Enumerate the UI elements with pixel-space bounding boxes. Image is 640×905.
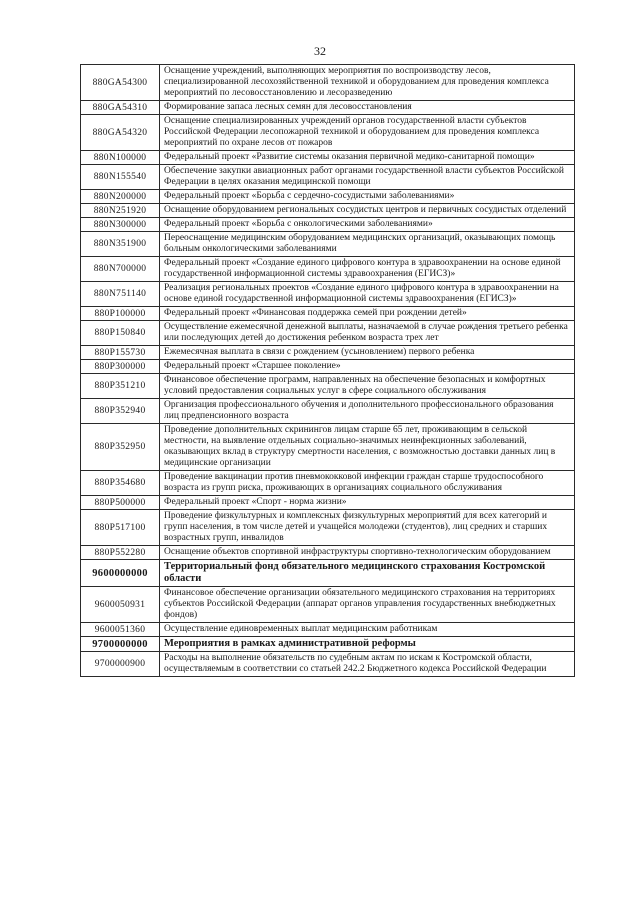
target-article-code: 880N300000 — [81, 218, 160, 232]
target-article-code: 880P150840 — [81, 321, 160, 346]
table-row — [81, 232, 575, 257]
target-article-code: 880P552280 — [81, 546, 160, 560]
target-article-code: 880P100000 — [81, 307, 160, 321]
target-article-description: Проведение дополнительных скринингов лицам старше 65 лет, проживающим в сельской местности, на выявление отдельных социально-значимых неинфекционных заболеваний, оказывающих вклад в структуру смертности населения, с возможностью доставки данных лиц в медицинские организации — [160, 424, 575, 471]
target-article-description: Федеральный проект «Борьба с сердечно-сосудистыми заболеваниями» — [160, 190, 575, 204]
table-row — [81, 165, 575, 190]
table-row — [81, 115, 575, 151]
target-article-description: Реализация региональных проектов «Создание единого цифрового контура в здравоохранении на основе единой государственной информационной системы здравоохранения (ЕГИСЗ)» — [160, 282, 575, 307]
target-article-description: Ежемесячная выплата в связи с рождением (усыновлением) первого ребенка — [160, 346, 575, 360]
table-row — [81, 587, 575, 623]
table-row — [81, 101, 575, 115]
target-article-description: Финансовое обеспечение программ, направленных на обеспечение безопасных и комфортных условий предоставления социальных услуг в сфере социального обслуживания — [160, 374, 575, 399]
target-article-description: Федеральный проект «Спорт - норма жизни» — [160, 496, 575, 510]
table-row — [81, 360, 575, 374]
target-article-description: Переоснащение медицинским оборудованием медицинских организаций, оказывающих помощь больным онкологическими заболеваниями — [160, 232, 575, 257]
target-article-code: 880P300000 — [81, 360, 160, 374]
table-row — [81, 652, 575, 677]
target-article-description: Проведение вакцинации против пневмококковой инфекции граждан старше трудоспособного возраста из групп риска, проживающих в организациях социального обслуживания — [160, 471, 575, 496]
target-article-description: Оснащение оборудованием региональных сосудистых центров и первичных сосудистых отделений — [160, 204, 575, 218]
target-article-description: Осуществление ежемесячной денежной выплаты, назначаемой в случае рождения третьего ребенка или последующих детей до достижения ребенком возраста трех лет — [160, 321, 575, 346]
target-article-description: Проведение физкультурных и комплексных физкультурных мероприятий для всех категорий и групп населения, в том числе детей и учащейся молодежи (студентов), лиц средних и старших возрастных групп, инвалидов — [160, 510, 575, 546]
table-row — [81, 190, 575, 204]
table-row — [81, 399, 575, 424]
target-article-description: Осуществление единовременных выплат медицинским работникам — [160, 623, 575, 637]
target-article-code: 880N251920 — [81, 204, 160, 218]
table-row — [81, 471, 575, 496]
target-article-code: 880P354680 — [81, 471, 160, 496]
table-row — [81, 510, 575, 546]
table-row — [81, 65, 575, 101]
target-article-description: Финансовое обеспечение организации обязательного медицинского страхования на территориях субъектов Российской Федерации (аппарат органов управления государственных внебюджетных фондов) — [160, 587, 575, 623]
target-article-description: Федеральный проект «Создание единого цифрового контура в здравоохранении на основе единой государственной информационной системы здравоохранения (ЕГИСЗ)» — [160, 257, 575, 282]
target-article-code: 880N100000 — [81, 151, 160, 165]
target-article-description: Федеральный проект «Старшее поколение» — [160, 360, 575, 374]
table-row — [81, 151, 575, 165]
target-article-code: 880P155730 — [81, 346, 160, 360]
target-article-code: 880P352950 — [81, 424, 160, 471]
target-article-description: Формирование запаса лесных семян для лесовосстановления — [160, 101, 575, 115]
target-article-code: 880N351900 — [81, 232, 160, 257]
table-row — [81, 307, 575, 321]
target-article-code: 880N700000 — [81, 257, 160, 282]
page-number: 32 — [314, 44, 326, 58]
target-article-code: 880P351210 — [81, 374, 160, 399]
target-article-code: 880N200000 — [81, 190, 160, 204]
target-article-description: Федеральный проект «Развитие системы оказания первичной медико-санитарной помощи» — [160, 151, 575, 165]
table-row — [81, 496, 575, 510]
target-article-code: 9700000900 — [81, 652, 160, 677]
target-article-description: Расходы на выполнение обязательств по судебным актам по искам к Костромской области, осуществляемым в соответствии со статьей 242.2 Бюджетного кодекса Российской Федерации — [160, 652, 575, 677]
target-article-description: Оснащение объектов спортивной инфраструктуры спортивно-технологическим оборудованием — [160, 546, 575, 560]
table-body — [81, 65, 575, 677]
budget-classification-table — [80, 64, 575, 677]
target-article-description: Организация профессионального обучения и дополнительного профессионального образования лиц предпенсионного возраста — [160, 399, 575, 424]
table-row — [81, 424, 575, 471]
target-article-description: Территориальный фонд обязательного медицинского страхования Костромской области — [160, 560, 575, 587]
target-article-code: 9600000000 — [81, 560, 160, 587]
table-row — [81, 204, 575, 218]
target-article-description: Федеральный проект «Финансовая поддержка семей при рождении детей» — [160, 307, 575, 321]
target-article-code: 880P500000 — [81, 496, 160, 510]
table-row — [81, 374, 575, 399]
table-row — [81, 546, 575, 560]
target-article-code: 880P517100 — [81, 510, 160, 546]
target-article-code: 880N155540 — [81, 165, 160, 190]
target-article-code: 880GA54310 — [81, 101, 160, 115]
target-article-code: 880GA54320 — [81, 115, 160, 151]
target-article-code: 880P352940 — [81, 399, 160, 424]
target-article-description: Обеспечение закупки авиационных работ органами государственной власти субъектов Российской Федерации в целях оказания медицинской помощи — [160, 165, 575, 190]
target-article-description: Федеральный проект «Борьба с онкологическими заболеваниями» — [160, 218, 575, 232]
table-row — [81, 321, 575, 346]
target-article-description: Мероприятия в рамках административной реформы — [160, 637, 575, 652]
target-article-code: 9600051360 — [81, 623, 160, 637]
target-article-code: 9700000000 — [81, 637, 160, 652]
table-row — [81, 218, 575, 232]
table-row — [81, 346, 575, 360]
target-article-description: Оснащение специализированных учреждений органов государственной власти субъектов Российской Федерации лесопожарной техникой и оборудованием для проведения комплекса мероприятий по охране лесов от пожаров — [160, 115, 575, 151]
target-article-code: 880N751140 — [81, 282, 160, 307]
table-row — [81, 560, 575, 587]
target-article-code: 9600050931 — [81, 587, 160, 623]
table-row — [81, 282, 575, 307]
table-row — [81, 637, 575, 652]
target-article-description: Оснащение учреждений, выполняющих мероприятия по воспроизводству лесов, специализированной лесохозяйственной техникой и оборудованием для проведения комплекса мероприятий по лесовосстановлению и лесоразведению — [160, 65, 575, 101]
table-row — [81, 623, 575, 637]
table-row — [81, 257, 575, 282]
target-article-code: 880GA54300 — [81, 65, 160, 101]
